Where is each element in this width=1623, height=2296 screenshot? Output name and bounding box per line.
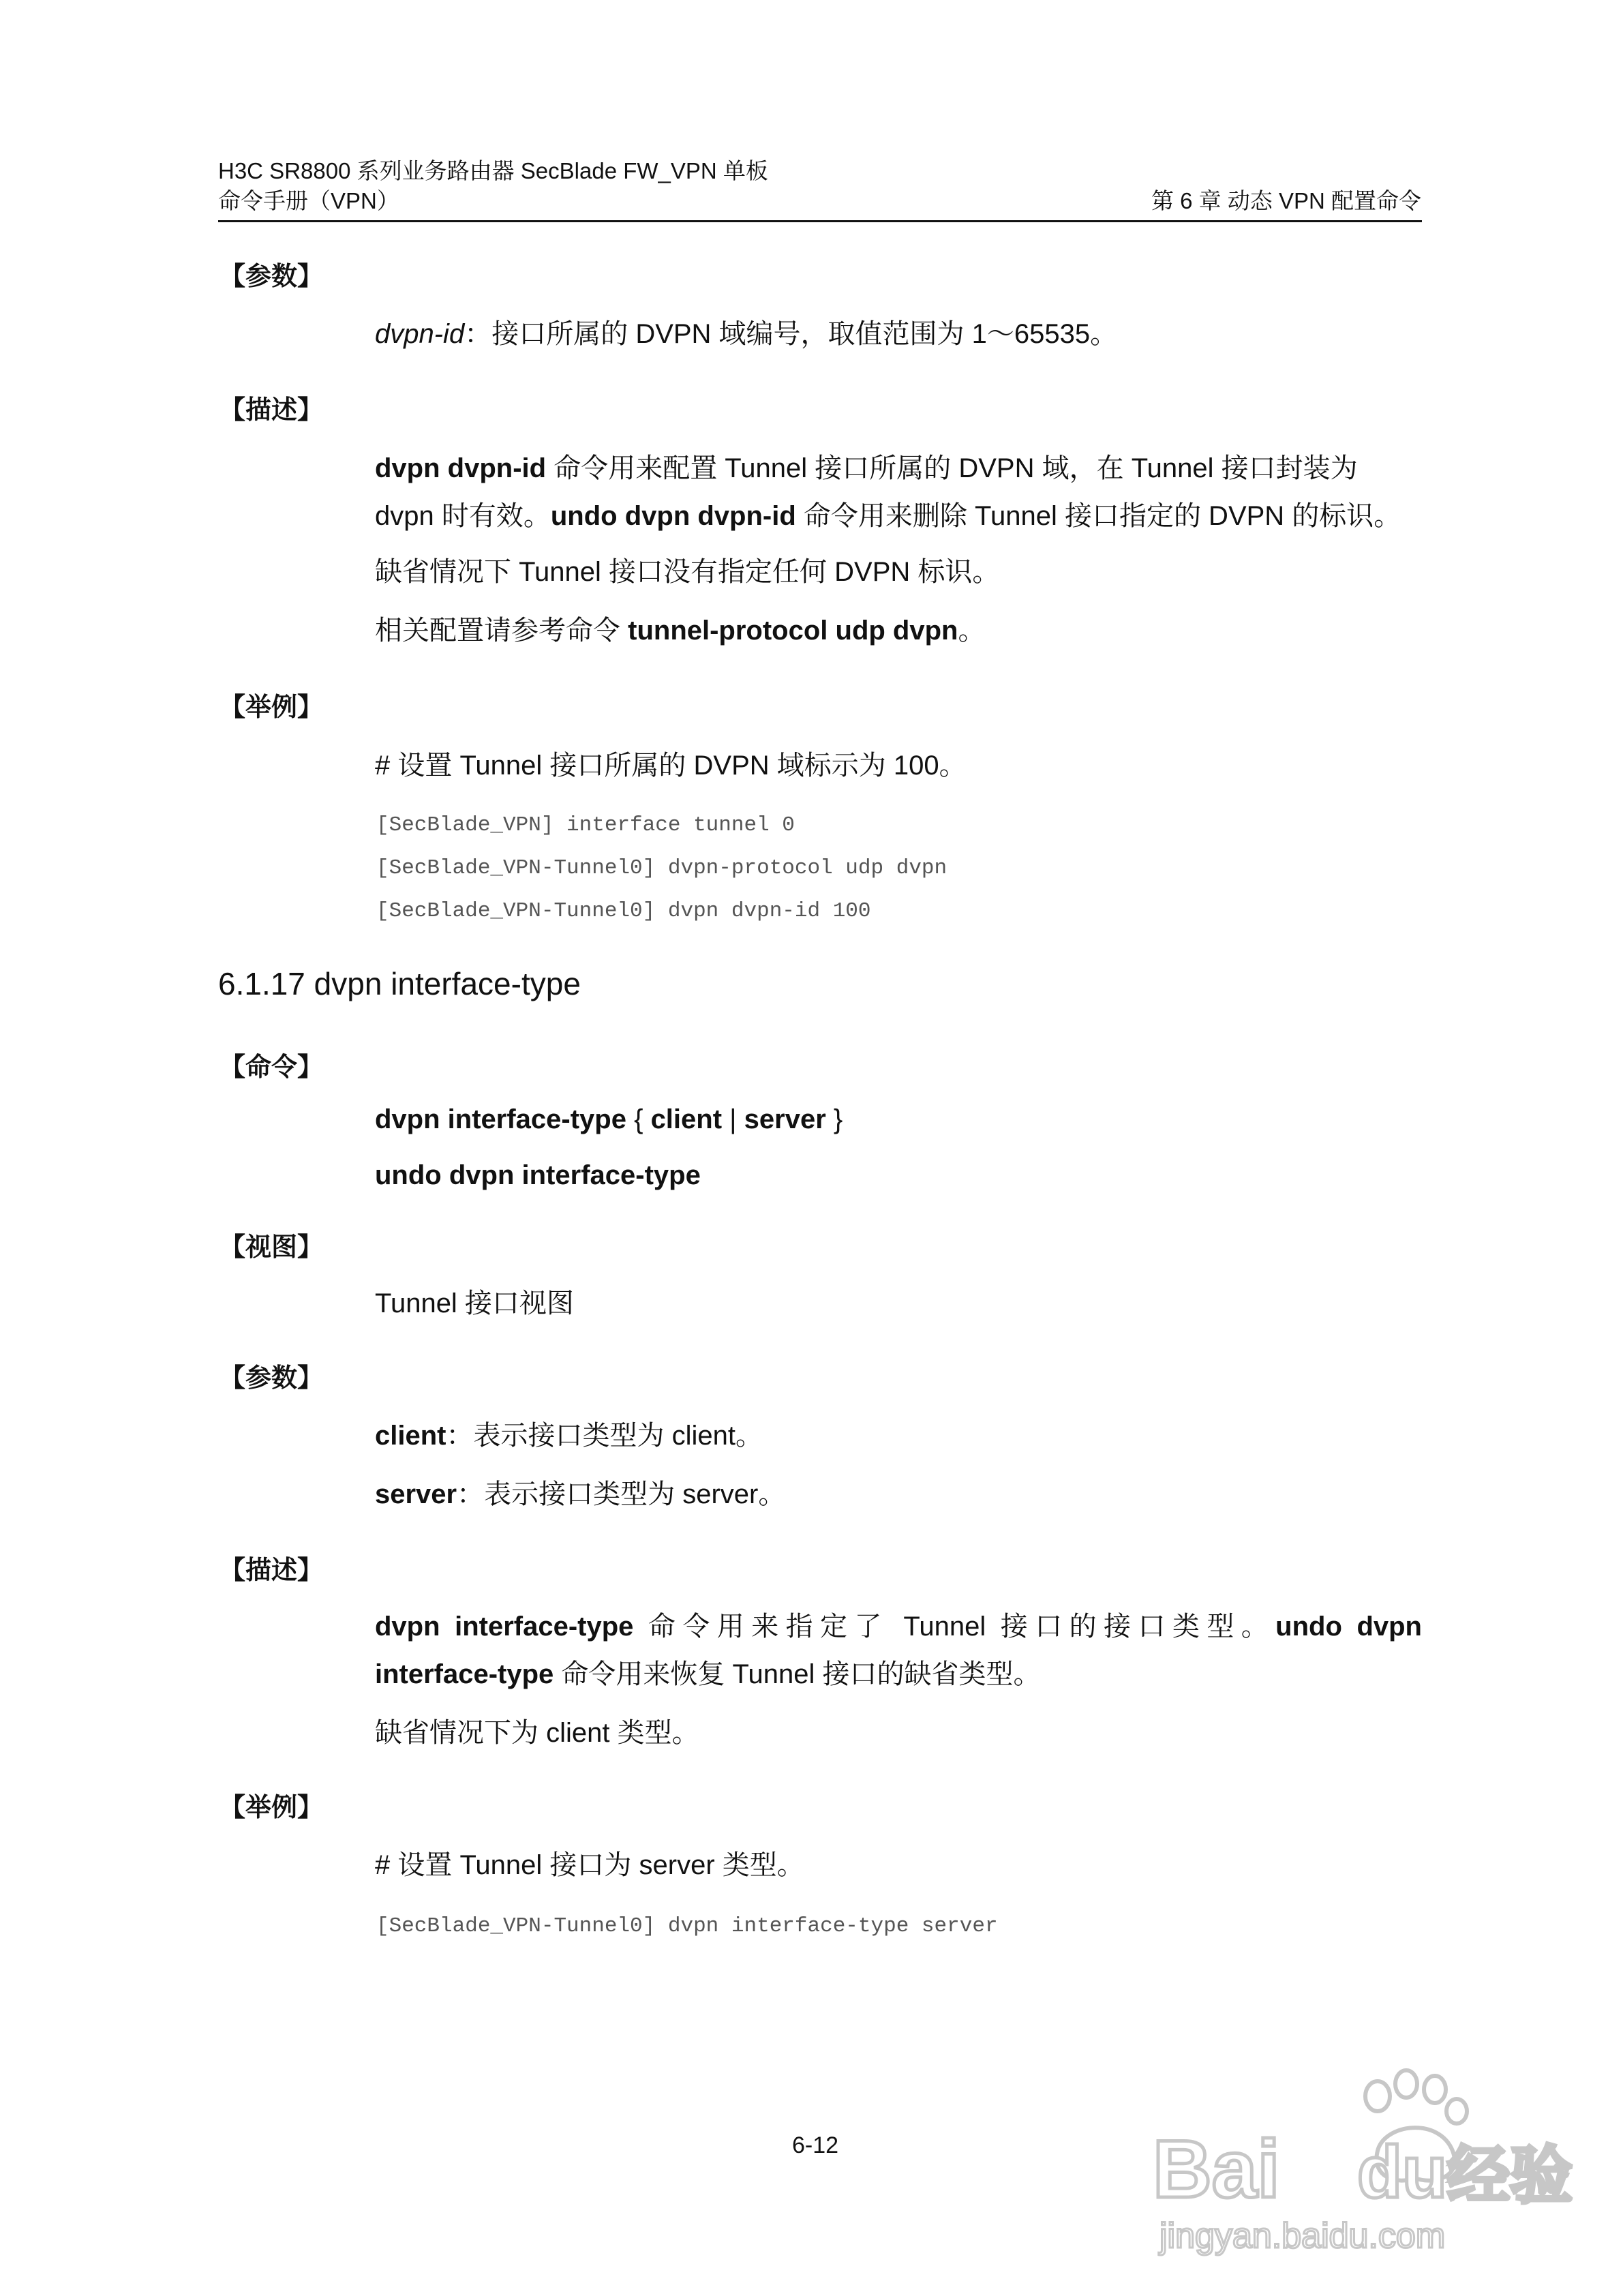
desc3-end: 。 (958, 616, 986, 646)
param-name: dvpn-id (375, 319, 465, 349)
cmd-option-server: server (744, 1104, 826, 1134)
desc-b-line-2 (375, 1658, 1040, 1691)
example-heading: 【举例】 (219, 693, 324, 722)
desc3-cmd: tunnel-protocol udp dvpn (628, 616, 958, 646)
cmd-separator: | (722, 1104, 744, 1134)
param-client-desc: ：表示接口类型为 client。 (446, 1421, 763, 1451)
desc-paragraph-3 (375, 614, 985, 647)
code-line: [SecBlade_VPN-Tunnel0] dvpn-protocol udp dvpn (376, 856, 947, 880)
param-client (375, 1419, 763, 1452)
example-text: # 设置 Tunnel 接口所属的 DVPN 域标示为 100。 (375, 751, 967, 781)
desc3-text: 相关配置请参考命令 (375, 616, 628, 646)
desc-paragraph-1 (375, 444, 1421, 540)
cmd-syntax-1 (375, 1103, 843, 1136)
desc-undo-cmd: undo dvpn dvpn-id (550, 501, 796, 531)
header-title-line1: H3C SR8800 系列业务路由器 SecBlade FW_VPN 单板 (218, 158, 768, 183)
cmd-syntax-2 (375, 1159, 701, 1192)
desc-b-text: 命令用来指定了 Tunnel 接口的接口类型。 (633, 1612, 1276, 1642)
desc-cmd: dvpn dvpn-id (375, 453, 547, 483)
baidu-watermark-logo (1153, 2069, 1573, 2260)
svg-text:du: du (1357, 2130, 1447, 2213)
header-title-line2: 命令手册（VPN） (218, 188, 399, 213)
code-line: [SecBlade_VPN-Tunnel0] dvpn dvpn-id 100 (376, 899, 871, 923)
param-desc: ：接口所属的 DVPN 域编号，取值范围为 1～65535。 (464, 319, 1118, 349)
header-rule (218, 220, 1422, 222)
params-heading: 【参数】 (219, 262, 324, 291)
section-title: 6.1.17 dvpn interface-type (218, 966, 581, 1001)
param-client-name: client (375, 1421, 446, 1451)
view-heading: 【视图】 (219, 1233, 324, 1262)
cmd-undo: undo dvpn interface-type (375, 1160, 701, 1190)
desc-b-line-1 (375, 1610, 1422, 1643)
view-text: Tunnel 接口视图 (375, 1288, 574, 1318)
svg-text:经验: 经验 (1447, 2139, 1573, 2212)
page-number: 6-12 (792, 2132, 839, 2158)
params-heading-b: 【参数】 (219, 1364, 324, 1393)
code-line: [SecBlade_VPN] interface tunnel 0 (376, 813, 795, 837)
param-server-name: server (375, 1479, 457, 1509)
desc-paragraph-2: 缺省情况下 Tunnel 接口没有指定任何 DVPN 标识。 (375, 557, 1000, 587)
desc-b-cmd: dvpn interface-type (375, 1612, 634, 1642)
cmd-heading: 【命令】 (219, 1053, 324, 1082)
svg-text:Bai: Bai (1153, 2124, 1280, 2215)
desc-b-undo-2: interface-type (375, 1659, 554, 1689)
cmd-keyword: dvpn interface-type (375, 1104, 626, 1134)
svg-text:jingyan.baidu.com: jingyan.baidu.com (1159, 2216, 1446, 2256)
cmd-brace: { (626, 1104, 651, 1134)
param-server-desc: ：表示接口类型为 server。 (457, 1479, 786, 1509)
desc-heading-b: 【描述】 (219, 1556, 324, 1585)
param-dvpn-id (375, 318, 1117, 350)
desc-heading: 【描述】 (219, 396, 324, 425)
desc-text-2: 命令用来删除 Tunnel 接口指定的 DVPN 的标识。 (795, 501, 1401, 531)
header-chapter: 第 6 章 动态 VPN 配置命令 (1151, 188, 1421, 213)
cmd-option-client: client (650, 1104, 723, 1134)
desc-text: 命令用来配置 Tunnel 接口所属的 DVPN 域，在 Tunnel 接口封装为 dvpn 时有效。 (375, 453, 1358, 531)
desc-b-paragraph-2: 缺省情况下为 client 类型。 (375, 1718, 699, 1748)
cmd-brace: } (825, 1104, 843, 1134)
example-text-b: # 设置 Tunnel 接口为 server 类型。 (375, 1850, 804, 1880)
example-heading-b: 【举例】 (219, 1794, 324, 1822)
param-server (375, 1478, 785, 1511)
code-line: [SecBlade_VPN-Tunnel0] dvpn interface-type server (376, 1914, 998, 1938)
desc-b-undo: undo dvpn (1275, 1612, 1422, 1642)
desc-b-text-2: 命令用来恢复 Tunnel 接口的缺省类型。 (553, 1659, 1041, 1689)
